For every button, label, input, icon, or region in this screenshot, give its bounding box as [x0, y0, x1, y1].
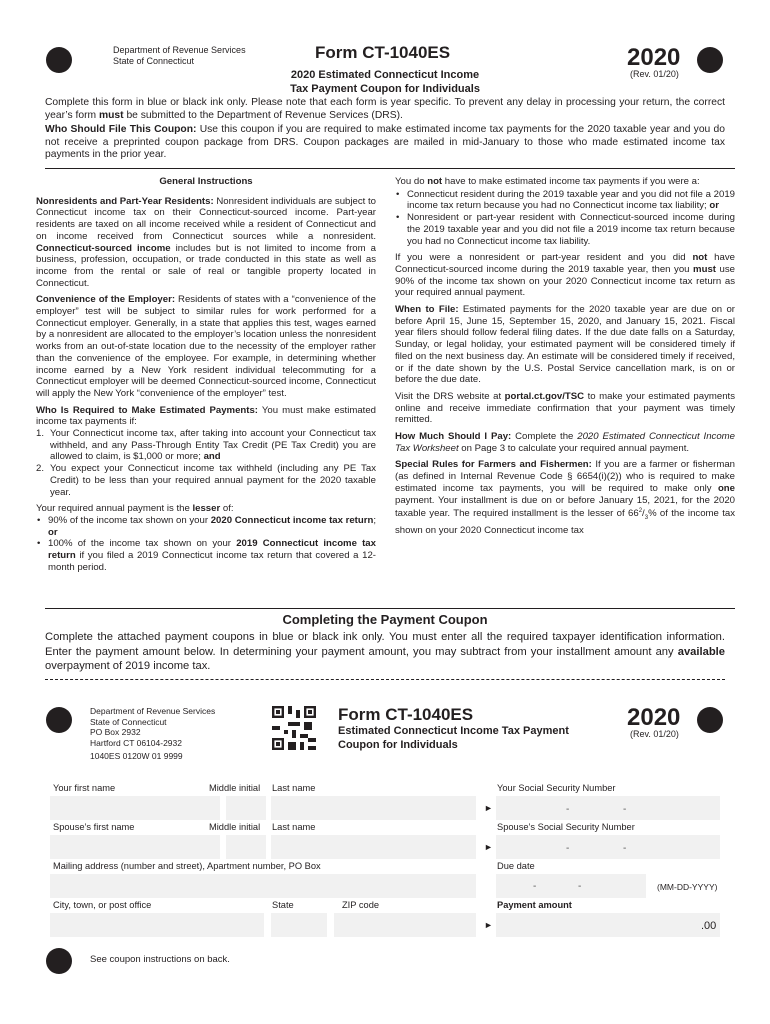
due-date-label: Due date [497, 861, 535, 871]
farmers-paragraph: Special Rules for Farmers and Fishermen: If you are a farmer or fisherman (as defined in Internal Revenue Code § 6654(i)(2)) who is required to make estimated income tax payments, you will be required to make only one payment. Your installment is due on or before January 15, 2021, for the 2020 taxable year. The required installment is the lesser of $66^2/_3\%$ of the income tax shown on your 2020 Connecticut income tax [395, 459, 735, 537]
header-dept: Department of Revenue Services [113, 45, 246, 55]
mailing-address-label: Mailing address (number and street), Apartment number, PO Box [53, 861, 321, 871]
convenience-paragraph: Convenience of the Employer: Residents of states with a “convenience of the employer” test will be subject to similar rules for work performed for a Connecticut employer. Generally, in a state that applies this test, wages earned by a nonresident are allocated to the employer’s location unless the nonresident works from an out-of-state location due to the necessity of the employer rather than the convenience of the employee. For example, in determining whether income earned by a New York resident individual telecommuting for a Connecticut employer will be deemed Connecticut-sourced income, Connecticut will apply the New York “convenience of the employer” test. [36, 294, 376, 399]
registration-mark-coupon-right [697, 707, 723, 733]
form-revision: (Rev. 01/20) [630, 69, 679, 79]
who-required-paragraph: Who Is Required to Make Estimated Payments: You must make estimated income tax payments if: [36, 404, 376, 428]
spouse-ssn-label: Spouse’s Social Security Number [497, 822, 635, 832]
registration-mark-top-right [697, 47, 723, 73]
how-much-paragraph: How Much Should I Pay: Complete the 2020 Estimated Connecticut Income Tax Worksheet on Page 3 to calculate your required annual payment. [395, 431, 735, 454]
city-label: City, town, or post office [53, 900, 152, 910]
payment-cents: .00 [701, 920, 717, 932]
ssn-field[interactable] [496, 796, 720, 820]
ssn-label: Your Social Security Number [497, 783, 616, 793]
coupon-city: Hartford CT 06104-2932 [90, 737, 182, 748]
coupon-subtitle-line2: Coupon for Individuals [338, 739, 458, 751]
state-label: State [272, 900, 294, 910]
state-field[interactable] [271, 913, 327, 937]
coupon-code: 1040ES 0120W 01 9999 [90, 751, 183, 761]
form-subtitle-line1: 2020 Estimated Connecticut Income [290, 69, 480, 81]
coupon-dept: Department of Revenue Services [90, 706, 216, 716]
general-instructions-column [36, 176, 376, 579]
requirement-item-1: 1. Your Connecticut income tax, after taking into account your Connecticut tax withheld, and any Pass-Through Entity Tax Credit (PE Tax Credit) you are allowed to claim, is $1,000 or more; and [36, 428, 376, 463]
intro-section [45, 97, 725, 164]
ssn-separator-2: - [623, 804, 627, 815]
required-payment-paragraph: Your required annual payment is the lesser of: [36, 503, 234, 515]
see-back-note: See coupon instructions on back. [90, 954, 230, 965]
requirement-item-2: 2. You expect your Connecticut income tax withheld (including any PE Tax Credit) to be less than your required annual payment for the 2020 taxable year. [36, 463, 376, 498]
payment-arrow-icon: ► [484, 920, 493, 930]
exemptions-paragraph: You do not have to make estimated income tax payments if you were a: [395, 176, 700, 187]
form-title: Form CT-1040ES [315, 43, 451, 62]
spouse-middle-initial-field[interactable] [226, 835, 266, 859]
last-name-field[interactable] [271, 796, 476, 820]
middle-initial-label: Middle initial [209, 783, 261, 793]
section-divider [45, 168, 735, 169]
general-instructions-heading: General Instructions [159, 176, 253, 187]
registration-mark-bottom-left [46, 948, 72, 974]
tear-line [45, 679, 725, 680]
coupon-revision: (Rev. 01/20) [630, 729, 679, 739]
ssn-separator-1: - [566, 804, 570, 815]
nonresidents-paragraph: Nonresidents and Part-Year Residents: Nonresident individuals are subject to Connecticut income tax on their Connecticut-sourced income. Part-year residents are taxed on all income received while a resident of Connecticut and on income received from Connecticut sources while a nonresident. Connecticut-sourced income includes but is not limited to income from a business, profession, occupation, or trade conducted in this state as well as income from the rental or sale of real or tangible property located in Connecticut. [36, 195, 377, 289]
required-payment-option-2: • 100% of the income tax shown on your 2019 Connecticut income tax return if you filed a 2019 Connecticut income tax return that covered a 12-month period. [37, 538, 376, 573]
coupon-po-box: PO Box 2932 [90, 727, 141, 737]
spouse-ssn-field[interactable] [496, 835, 720, 859]
exemption-item-1: • Connecticut resident during the 2019 taxable year and you did not file a 2019 income tax return because you had no Connecticut income tax liability; or [396, 188, 735, 212]
required-payment-list [36, 515, 376, 574]
required-payment-option-1: • 90% of the income tax shown on your 2020 Connecticut income tax return; or [37, 514, 377, 538]
zip-code-field[interactable] [334, 913, 476, 937]
first-name-label: Your first name [53, 783, 116, 793]
form-subtitle-line2: Tax Payment Coupon for Individuals [290, 83, 480, 95]
spouse-last-name-field[interactable] [271, 835, 476, 859]
last-name-label: Last name [272, 783, 316, 793]
completing-heading: Completing the Payment Coupon [282, 612, 488, 627]
spouse-ssn-arrow-icon: ► [484, 842, 493, 852]
due-date-separator-2: - [578, 881, 582, 892]
spouse-first-name-label: Spouse’s first name [53, 822, 135, 832]
spouse-ssn-separator-1: - [566, 843, 570, 854]
visit-website-paragraph: Visit the DRS website at portal.ct.gov/TSC to make your estimated payments online and receive immediate confirmation that your payment was timely remitted. [395, 390, 735, 426]
spouse-last-name-label: Last name [272, 822, 316, 832]
date-format-hint: (MM-DD-YYYY) [657, 882, 718, 892]
qr-code-icon [272, 706, 316, 750]
coupon-state: State of Connecticut [90, 716, 167, 727]
spouse-ssn-separator-2: - [623, 843, 627, 854]
payment-amount-label: Payment amount [497, 900, 572, 910]
coupon-year: 2020 [627, 704, 681, 731]
spouse-middle-initial-label: Middle initial [209, 822, 261, 832]
exemptions-list [395, 189, 735, 248]
coupon-subtitle-line1: Estimated Connecticut Income Tax Payment [338, 725, 569, 737]
when-to-file-paragraph: When to File: Estimated payments for the 2020 taxable year are due on or before April 15, June 15, September 15, 2020, and January 15, 2021. Fiscal year filers should follow federal filing dates. If the due date falls on a Saturday, Sunday, or legal holiday, your estimated payment will be considered timely if filed on the next business day. An estimate will be considered timely if received, or if the date shown by the U.S. Postal Service cancellation mark, is on or before the due date. [395, 304, 736, 386]
due-date-separator-1: - [533, 881, 537, 892]
spouse-first-name-field[interactable] [50, 835, 220, 859]
coupon-address-block [90, 706, 215, 762]
city-field[interactable] [50, 913, 264, 937]
first-name-field[interactable] [50, 796, 220, 820]
mailing-address-field[interactable] [50, 874, 476, 898]
nonresident-rule-paragraph: If you were a nonresident or part-year resident and you did not have Connecticut-sourced income during the 2019 taxable year, then you must use 90% of the income tax shown on your 2020 Connecticut income tax return as your required annual payment. [395, 252, 735, 299]
registration-mark-coupon-left [46, 707, 72, 733]
payment-amount-field[interactable] [496, 913, 720, 937]
section-divider-2 [45, 608, 735, 609]
zip-code-label: ZIP code [342, 900, 380, 910]
intro-who-should-file: Who Should File This Coupon: Use this coupon if you are required to make estimated income tax payments for the 2020 taxable year and you do not receive a preprinted coupon package from DRS. Coupon packages are mailed in mid-January to those who made estimated income tax payments in the prior year. [45, 124, 725, 160]
intro-ink-notice: Complete this form in blue or black ink only. Please note that each form is year specific. To prevent any delay in processing your return, the correct year’s form must be submitted to the Department of Revenue Services (DRS). [45, 97, 725, 121]
coupon-form-title: Form CT-1040ES [338, 705, 474, 724]
form-subtitle [250, 68, 520, 96]
registration-mark-top-left [46, 47, 72, 73]
middle-initial-field[interactable] [226, 796, 266, 820]
header-state: State of Connecticut [113, 56, 195, 66]
exemption-item-2: • Nonresident or part-year resident with Connecticut-sourced income during the 2019 taxable year and you did not file a 2019 income tax return because you had no Connecticut income tax liability. [396, 212, 735, 247]
right-instructions-column [395, 176, 735, 542]
coupon-subtitle [338, 724, 569, 752]
completing-instructions: Complete the attached payment coupons in blue or black ink only. You must enter all the required taxpayer identification information. Enter the payment amount below. In determining your payment amount, you may subtract from your installment amount any available overpayment of 2019 income tax. [45, 631, 725, 672]
requirement-list [36, 428, 376, 498]
ssn-arrow-icon: ► [484, 803, 493, 813]
due-date-field[interactable] [496, 874, 646, 898]
website-link[interactable]: portal.ct.gov/TSC [504, 390, 585, 402]
form-year: 2020 [627, 44, 681, 71]
header-agency [113, 45, 246, 67]
